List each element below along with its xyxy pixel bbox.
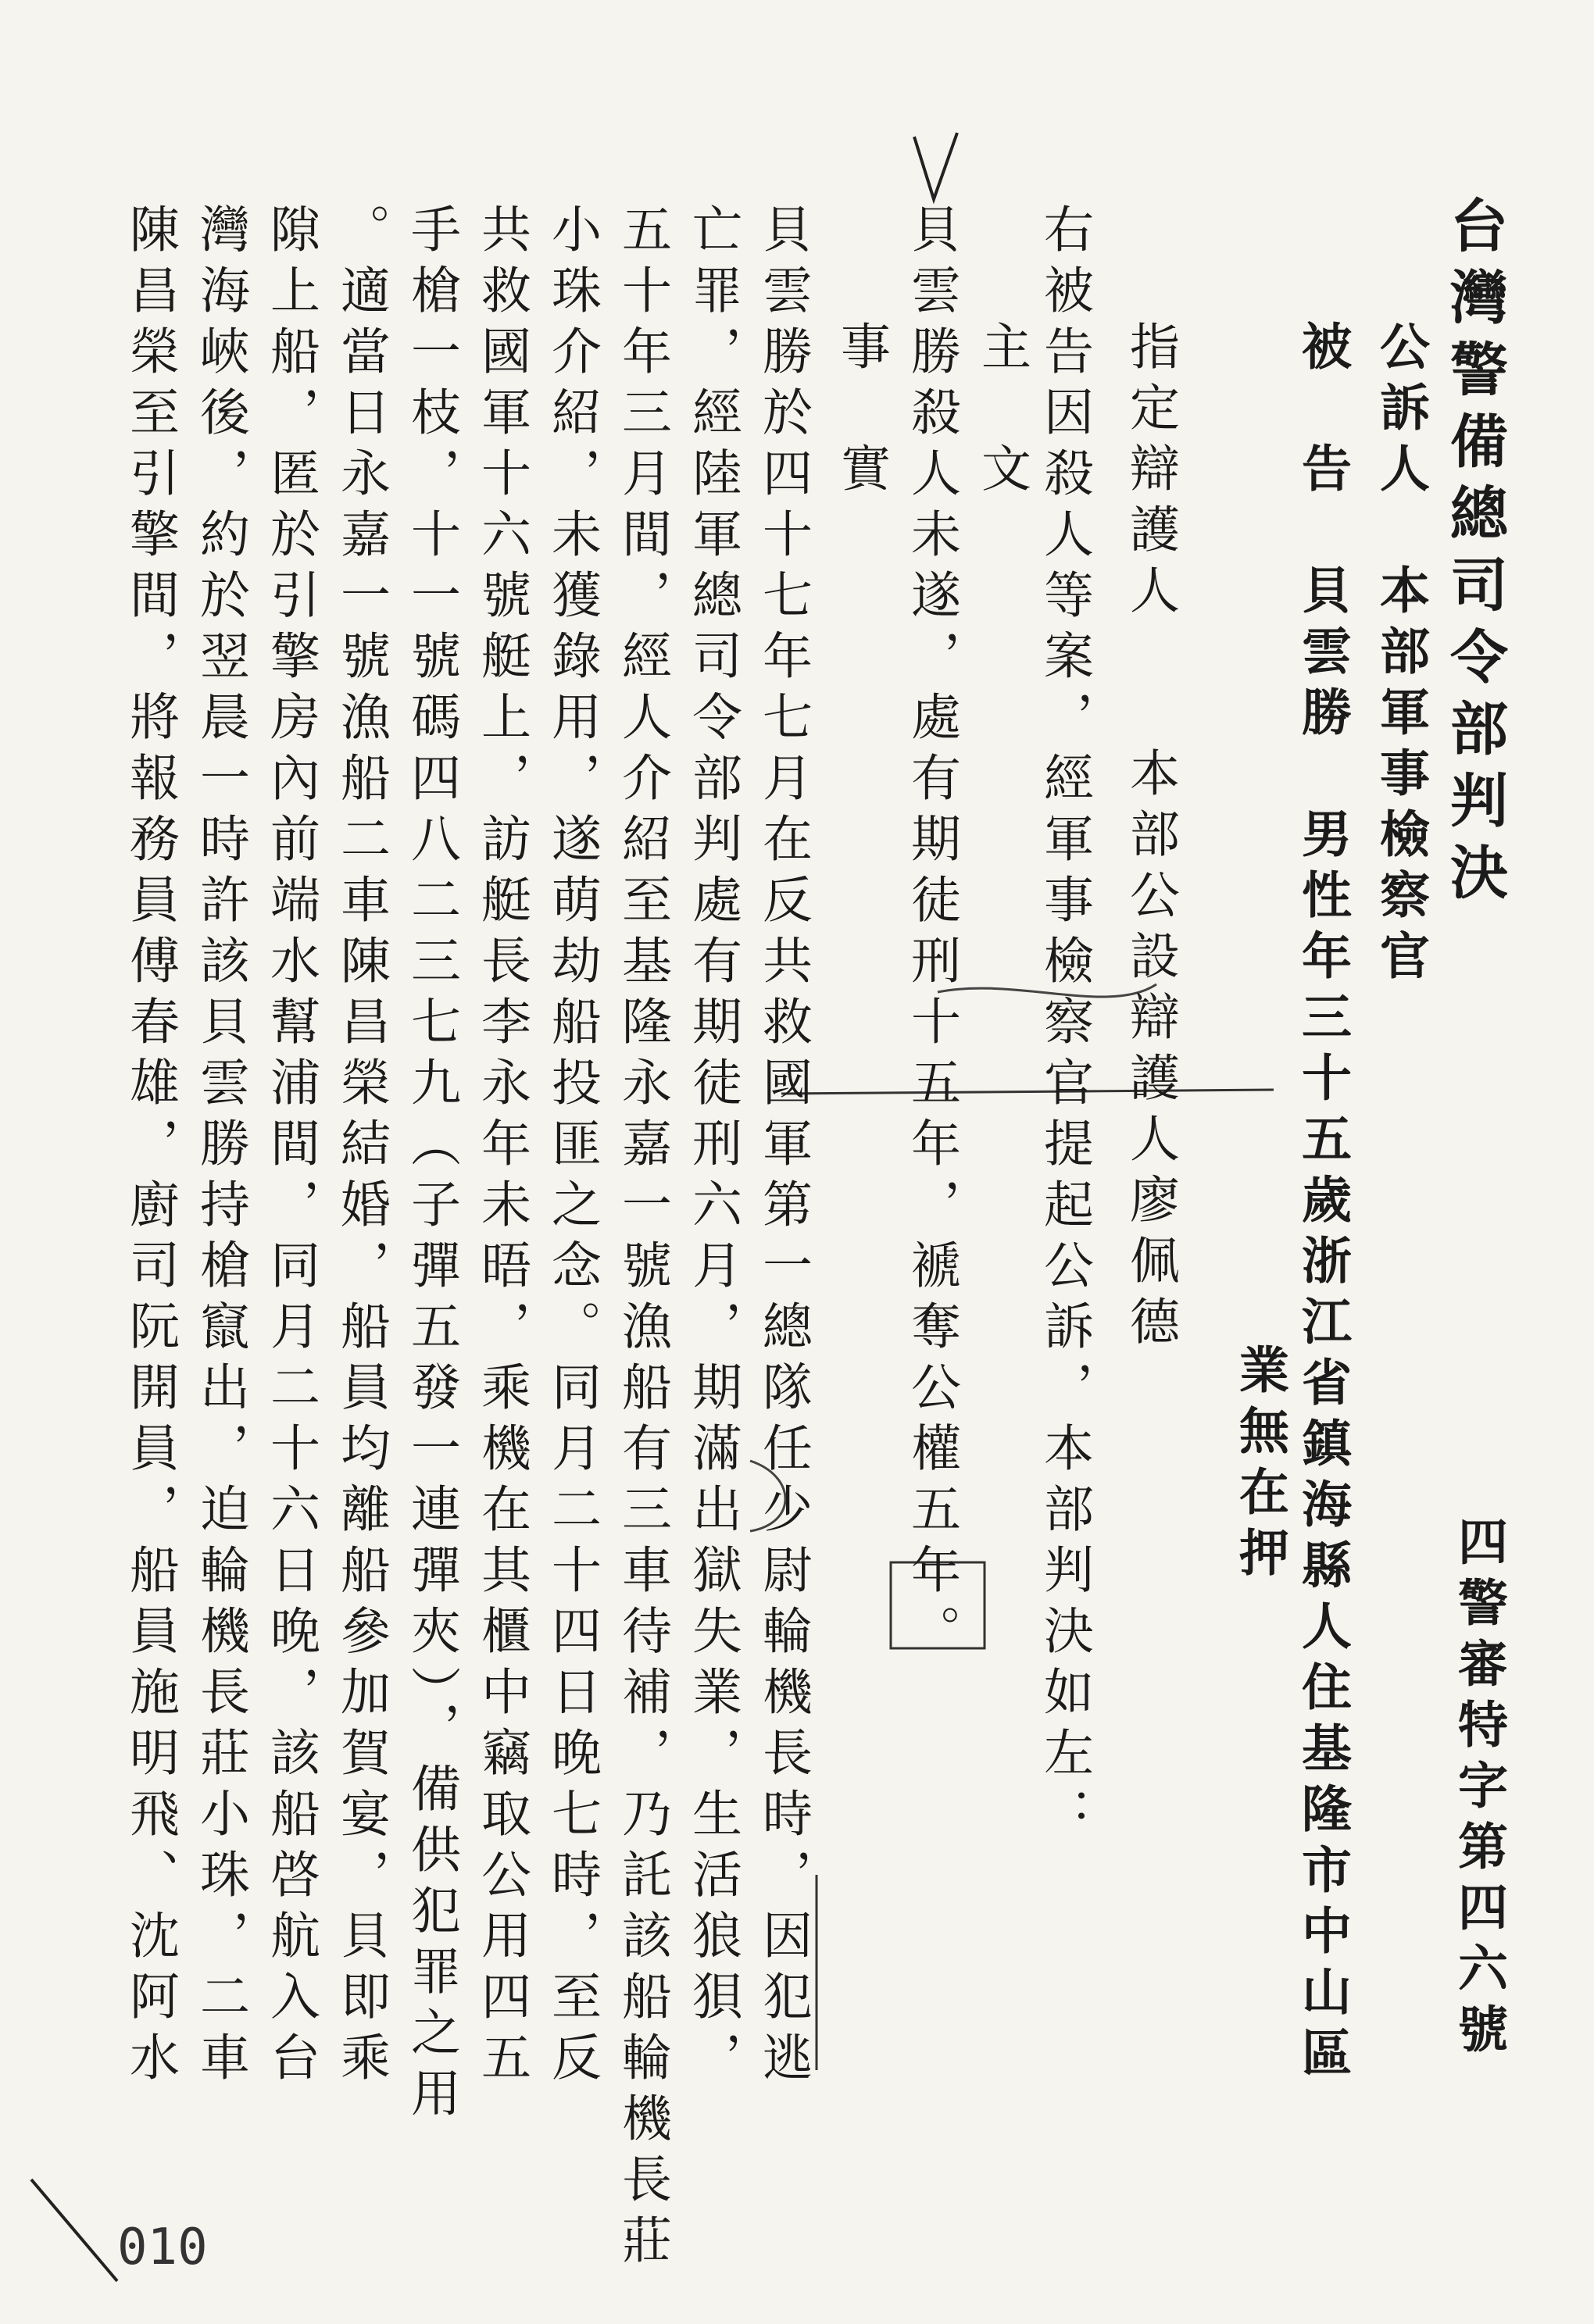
document-title: 台灣警備總司令部判決 [1441, 195, 1508, 914]
prosecutor-line: 公訴人 本部軍事檢察官 [1371, 320, 1430, 991]
body-column: 。適當日永嘉一號漁船二車陳昌榮結婚，船員均離船參加賀宴，貝即乘 [332, 203, 390, 2092]
body-column: 陳昌榮至引擎間，將報務員傅春雄，廚司阮開員，船員施明飛、沈阿水 [121, 203, 179, 2092]
defender-line: 指定辯護人 本部公設辯護人廖佩德 [1121, 320, 1179, 1356]
corner-slash [31, 2179, 117, 2281]
body-column: 手槍一枝，十一號碼四八二三七九（子彈五發一連彈夾），備供犯罪之用 [402, 203, 460, 2128]
body-column: 五十年三月間，經人介紹至基隆永嘉一號漁船有三車待補，乃託該船輪機長莊 [613, 203, 671, 2275]
intro-line: 右被告因殺人等案，經軍事檢察官提起公訴，本部判決如左： [1035, 203, 1093, 1848]
defendant-line: 被 告 貝雲勝 男性年三十五歲浙江省鎮海縣人住基隆市中山區 [1293, 320, 1352, 2087]
body-column: 亡罪，經陸軍總司令部判處有期徒刑六月，期滿出獄失業，生活狼狽， [684, 203, 742, 2092]
main-text: 貝雲勝殺人未遂，處有期徒刑十五年，褫奪公權五年。 [902, 203, 960, 1665]
defendant-note: 業無在押 [1231, 1344, 1289, 1587]
body-column: 貝雲勝於四十七年七月在反共救國軍第一總隊任少尉輪機長時，因犯逃 [754, 203, 812, 2092]
check-mark [914, 133, 957, 199]
facts-heading: 事 實 [832, 320, 890, 503]
body-column: 小珠介紹，未獲錄用，遂萌劫船投匪之念。同月二十四日晚七時，至反 [543, 203, 601, 2092]
page-number: 010 [117, 2219, 208, 2276]
body-column: 共救國軍十六號艇上，訪艇長李永年未晤，乘機在其櫃中竊取公用四五 [473, 203, 531, 2092]
body-column: 灣海峽後，約於翌晨一時許該貝雲勝持槍竄出，迫輪機長莊小珠，二車 [191, 203, 249, 2092]
case-number: 四警審特字第四六號 [1449, 1515, 1508, 2064]
underline-mark [781, 1090, 1274, 1094]
main-heading: 主 文 [973, 320, 1031, 503]
body-column: 隙上船，匿於引擎房內前端水幫浦間，同月二十六日晚，該船啓航入台 [262, 203, 320, 2092]
